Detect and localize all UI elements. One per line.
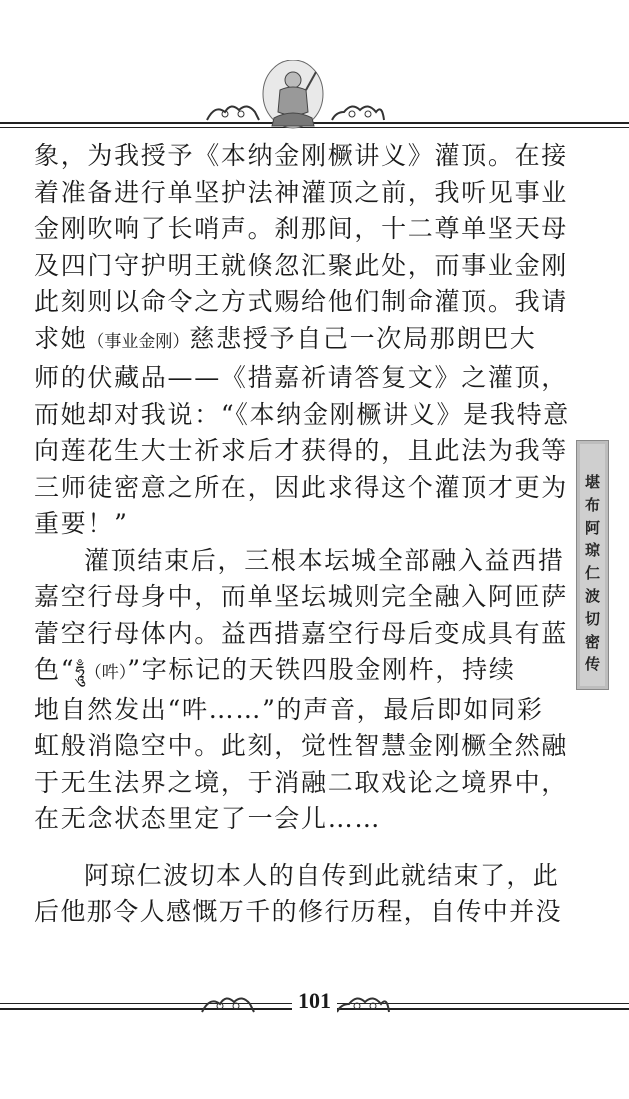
chapter-side-tab — [576, 440, 609, 690]
text-line: 地自然发出“吽……”的声音，最后即如同彩 — [34, 694, 544, 724]
text-line: 而她却对我说：“《本纳金刚橛讲义》是我特意 — [34, 399, 570, 429]
page-number-text: 101 — [292, 988, 337, 1013]
text-line: 虹般消隐空中。此刻，觉性智慧金刚橛全然融 — [34, 731, 569, 760]
text-line: 向莲花生大士祈求后才获得的，且此法为我等 — [34, 436, 569, 465]
text-line: 着准备进行单坚护法神灌顶之前，我听见事业 — [34, 177, 569, 207]
tibetan-hum-glyph: ཧཱུྃ — [75, 663, 85, 683]
text-line: 嘉空行母身中，而单坚坛城则完全融入阿匝萨 — [34, 582, 569, 611]
text-fragment: 色“ — [34, 655, 76, 684]
text-line — [34, 321, 574, 361]
page-number — [0, 988, 629, 1014]
text-fragment: 慈悲授予自己一次局那朗巴大 — [189, 323, 537, 353]
inline-note: （事业金刚） — [87, 331, 190, 352]
text-line: 师的伏藏品——《措嘉祈请答复文》之灌顶， — [34, 363, 569, 392]
text-line: 蕾空行母体内。益西措嘉空行母后变成具有蓝 — [34, 618, 569, 648]
text-fragment: ”字标记的天铁四股金刚杵，持续 — [127, 655, 516, 684]
paragraph-start: 灌顶结束后，三根本坛城全部融入益西措 — [84, 545, 565, 575]
paragraph-gap — [34, 838, 574, 858]
text-line — [34, 652, 574, 692]
paragraph-start: 阿琼仁波切本人的自传到此就结束了，此 — [84, 860, 560, 890]
text-line: 在无念状态里定了一会儿…… — [34, 804, 382, 833]
deity-figure-icon — [260, 60, 326, 132]
cloud-scroll-icon — [205, 100, 261, 130]
text-line: 此刻则以命令之方式赐给他们制命灌顶。我请 — [34, 287, 569, 316]
body-text — [34, 138, 574, 931]
text-line: 金刚吹响了长哨声。刹那间，十二尊单坚天母 — [34, 214, 569, 243]
text-line: 后他那令人感慨万千的修行历程，自传中并没 — [34, 897, 563, 926]
text-line: 于无生法界之境，于消融二取戏论之境界中， — [34, 767, 569, 797]
text-line: 重要！” — [34, 509, 129, 538]
text-line: 三师徒密意之所在，因此求得这个灌顶才更为 — [34, 472, 569, 502]
text-line: 象，为我授予《本纳金刚橛讲义》灌顶。在接 — [34, 141, 569, 170]
side-tab-title: 堪 布 阿 琼 仁 波 切 密 传 — [584, 473, 600, 674]
cloud-scroll-icon — [330, 100, 386, 130]
text-fragment: 求她 — [34, 323, 88, 353]
text-line: 及四门守护明王就倏忽汇聚此处，而事业金刚 — [34, 250, 569, 280]
inline-note: （吽） — [84, 663, 128, 683]
